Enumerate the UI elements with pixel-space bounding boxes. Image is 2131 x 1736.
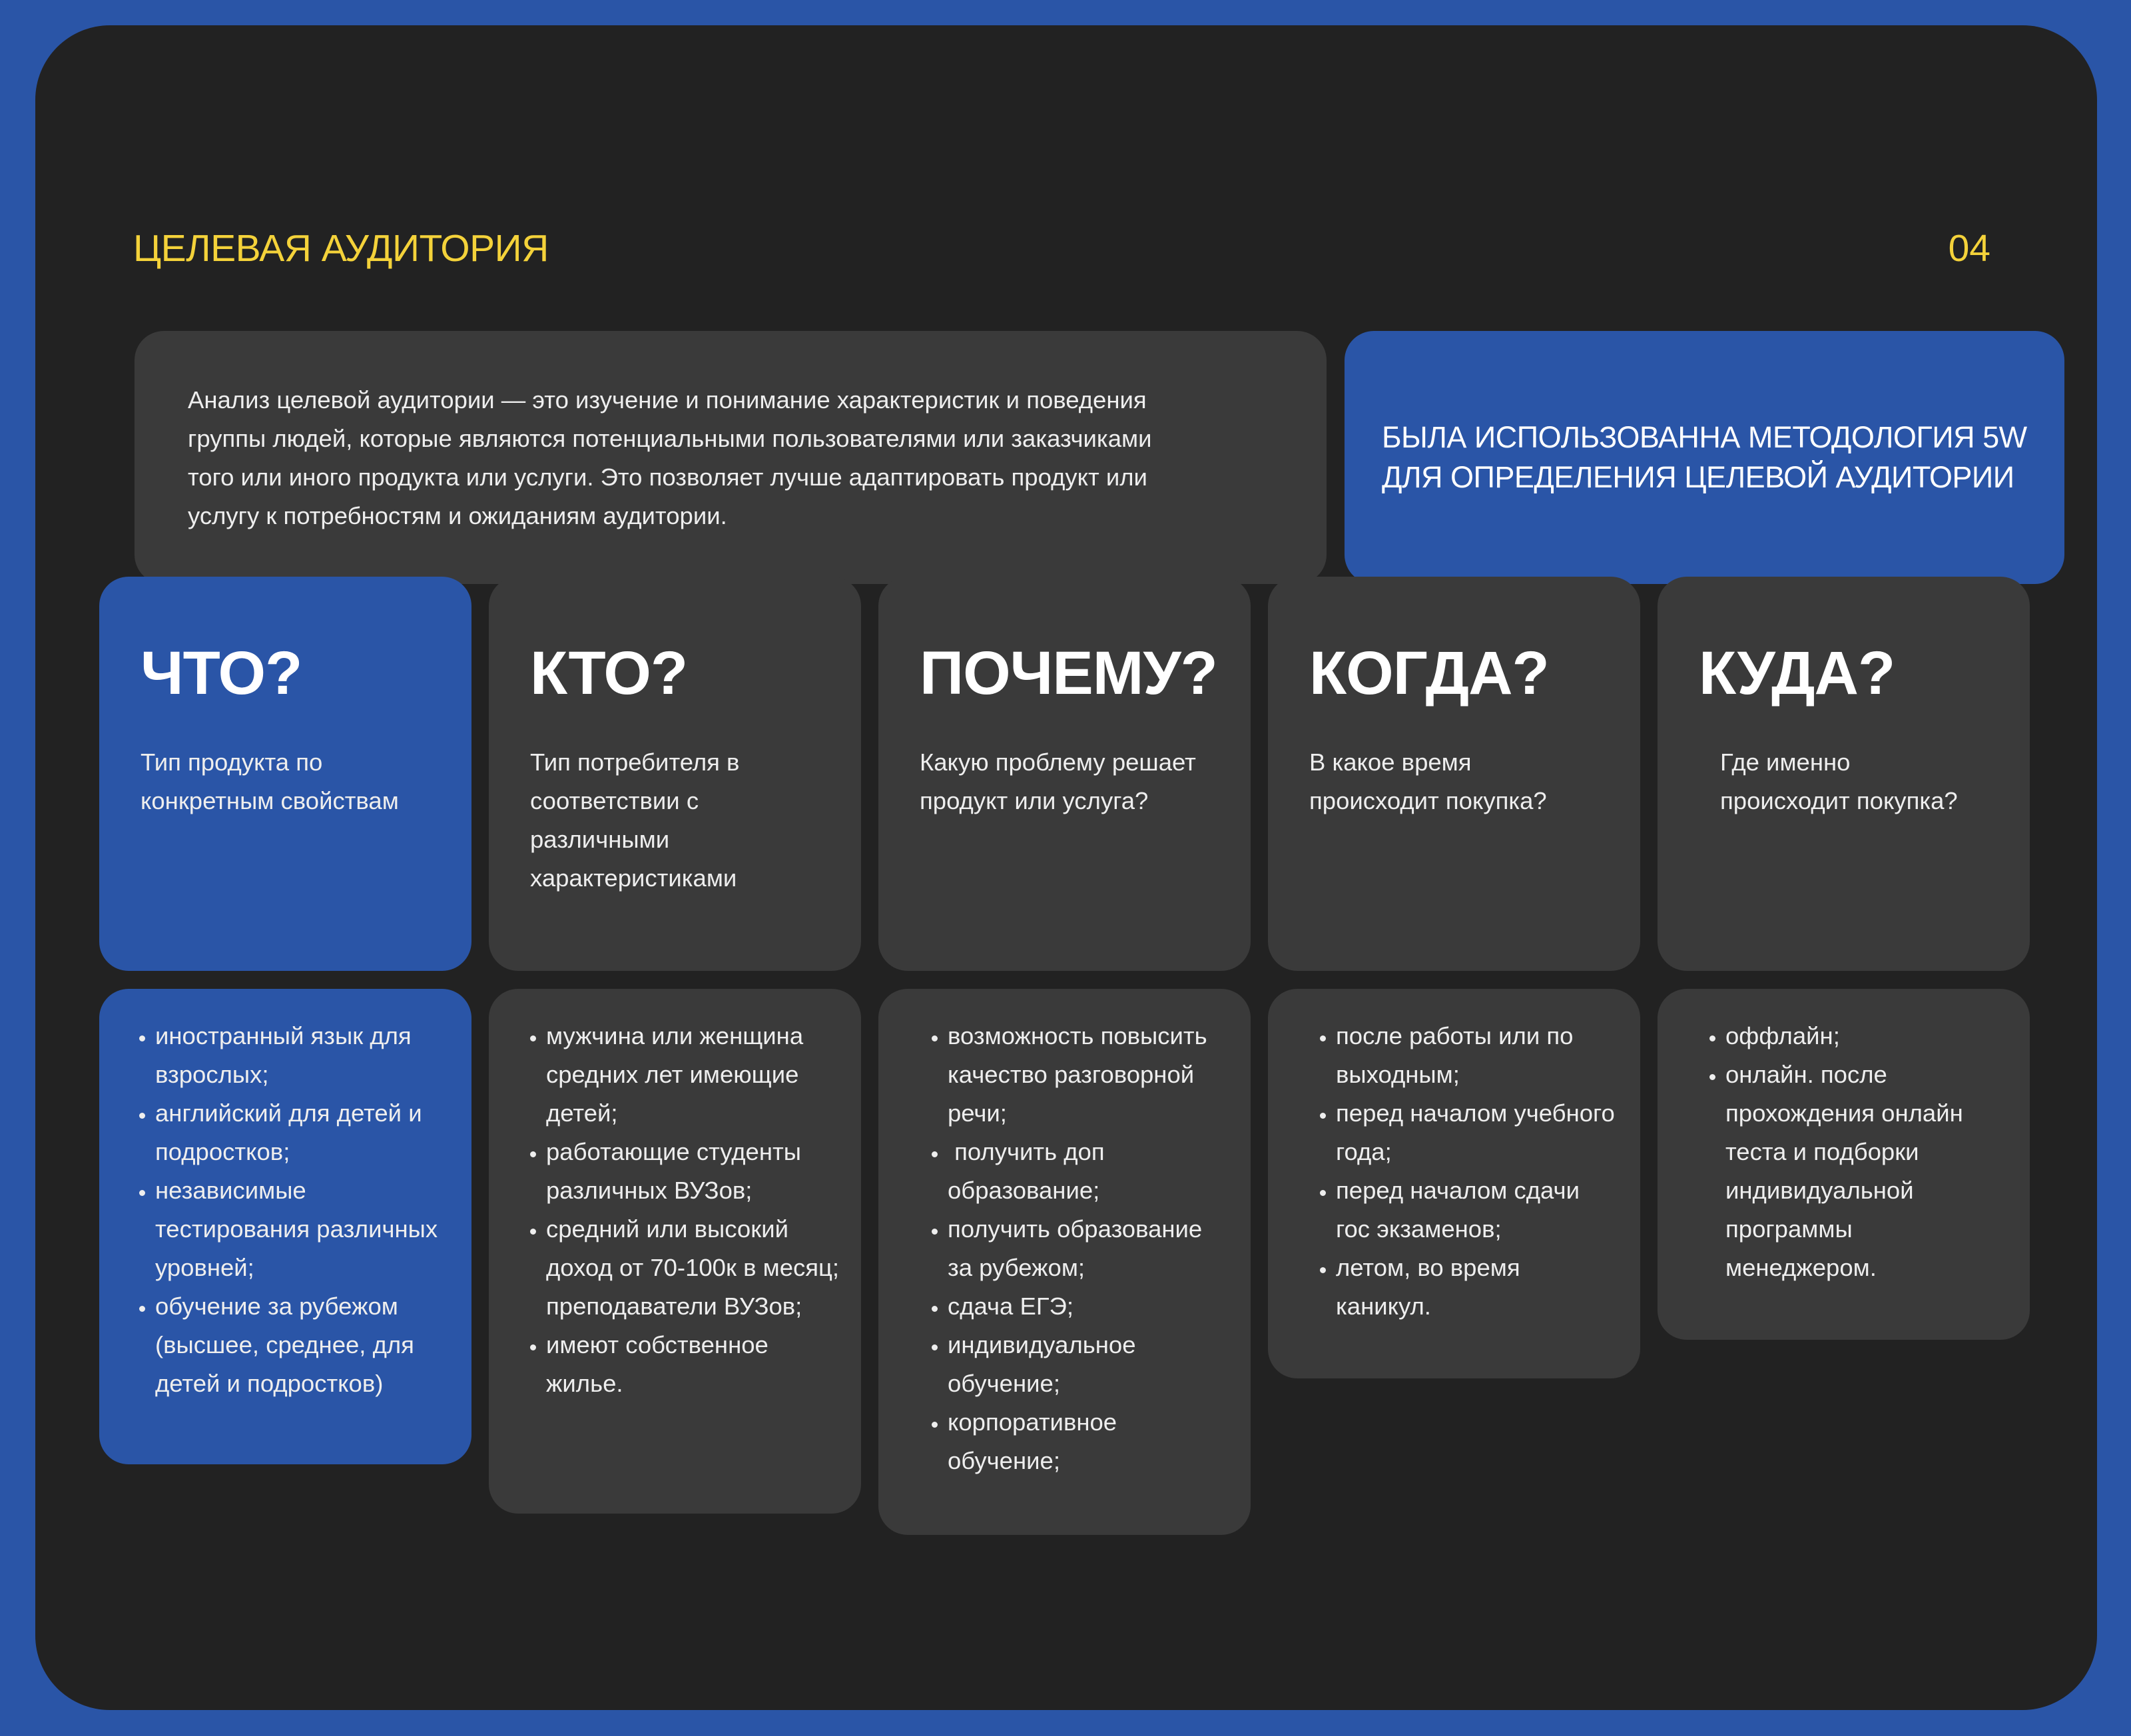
list-item: • английский для детей и подростков; xyxy=(155,1094,452,1171)
details-card-where xyxy=(1658,989,2030,1340)
question-card-when xyxy=(1268,577,1640,971)
list-item: • обучение за рубежом (высшее, среднее, для детей и подростков) xyxy=(155,1287,452,1403)
description-line: соответствии с xyxy=(530,787,699,814)
question-title: КОГДА? xyxy=(1309,639,1549,707)
list-item: • индивидуальное обучение; xyxy=(948,1326,1231,1403)
details-card-who xyxy=(489,989,861,1514)
description-line: происходит покупка? xyxy=(1720,787,1958,814)
list-item: • получить доп образование; xyxy=(948,1133,1231,1210)
description-line: характеристиками xyxy=(530,864,737,892)
details-list xyxy=(131,1017,452,1403)
methodology-line: БЫЛА ИСПОЛЬЗОВАННА МЕТОДОЛОГИЯ 5W xyxy=(1382,420,2027,454)
intro-line: услугу к потребностям и ожиданиям аудитории. xyxy=(188,502,727,529)
description-line: Тип потребителя в xyxy=(530,748,740,776)
list-item: • имеют собственное жилье. xyxy=(546,1326,841,1403)
list-item-text: преподаватели ВУЗов; xyxy=(546,1293,802,1320)
question-card-what xyxy=(99,577,471,971)
list-item: • независимые тестирования различных уровней; xyxy=(155,1171,452,1287)
list-item: • возможность повысить качество разговорной речи; xyxy=(948,1017,1231,1133)
question-title: КТО? xyxy=(530,639,688,707)
question-card-why xyxy=(878,577,1251,971)
details-list xyxy=(924,1017,1231,1480)
list-item: • сдача ЕГЭ; xyxy=(948,1287,1231,1326)
question-card-where xyxy=(1658,577,2030,971)
intro-line: группы людей, которые являются потенциальными пользователями или заказчиками xyxy=(188,425,1152,452)
list-item: • перед началом учебного года; xyxy=(1336,1094,1620,1171)
intro-line: того или иного продукта или услуги. Это позволяет лучше адаптировать продукт или xyxy=(188,463,1147,491)
methodology-card xyxy=(1345,331,2064,584)
list-item: • работающие студенты различных ВУЗов; xyxy=(546,1133,841,1210)
details-list xyxy=(1701,1017,2010,1287)
description-line: Где именно xyxy=(1720,748,1851,776)
description-line: конкретным свойствам xyxy=(141,787,399,814)
list-item: • мужчина или женщина средних лет имеющие детей; xyxy=(546,1017,841,1133)
intro-card xyxy=(135,331,1327,584)
description-line: происходит покупка? xyxy=(1309,787,1547,814)
list-item: • иностранный язык для взрослых; xyxy=(155,1017,452,1094)
list-item: • оффлайн; xyxy=(1725,1017,2010,1055)
page-number: 04 xyxy=(1948,227,1990,270)
details-card-what xyxy=(99,989,471,1464)
list-item: • летом, во время каникул. xyxy=(1336,1249,1620,1326)
details-list xyxy=(1312,1017,1620,1326)
intro-line: Анализ целевой аудитории — это изучение и понимание характеристик и поведения xyxy=(188,386,1147,414)
details-list xyxy=(522,1017,841,1403)
methodology-line: ДЛЯ ОПРЕДЕЛЕНИЯ ЦЕЛЕВОЙ АУДИТОРИИ xyxy=(1382,460,2014,494)
list-item: • получить образование за рубежом; xyxy=(948,1210,1231,1287)
description-line: продукт или услуга? xyxy=(920,787,1149,814)
list-item xyxy=(546,1210,841,1326)
question-description xyxy=(530,743,834,898)
details-card-when xyxy=(1268,989,1640,1378)
list-item: • перед началом сдачи гос экзаменов; xyxy=(1336,1171,1620,1249)
description-line: Какую проблему решает xyxy=(920,748,1196,776)
list-item-text: средний или высокий доход от 70-100к в месяц; xyxy=(546,1215,840,1281)
question-description xyxy=(1309,743,1614,820)
question-title: ЧТО? xyxy=(141,639,302,707)
description-line: Тип продукта по xyxy=(141,748,323,776)
question-description xyxy=(141,743,445,820)
details-card-why xyxy=(878,989,1251,1535)
description-line: В какое время xyxy=(1309,748,1472,776)
list-item: • после работы или по выходным; xyxy=(1336,1017,1620,1094)
page-title: ЦЕЛЕВАЯ АУДИТОРИЯ xyxy=(133,227,549,270)
question-description xyxy=(920,743,1224,820)
question-description xyxy=(1720,743,2003,820)
question-title: КУДА? xyxy=(1699,639,1895,707)
question-title: ПОЧЕМУ? xyxy=(920,639,1217,707)
description-line: различными xyxy=(530,826,670,853)
list-item: • онлайн. после прохождения онлайн теста и подборки индивидуальной программы менеджером. xyxy=(1725,1055,2010,1287)
list-item: • корпоративное обучение; xyxy=(948,1403,1231,1480)
question-card-who xyxy=(489,577,861,971)
